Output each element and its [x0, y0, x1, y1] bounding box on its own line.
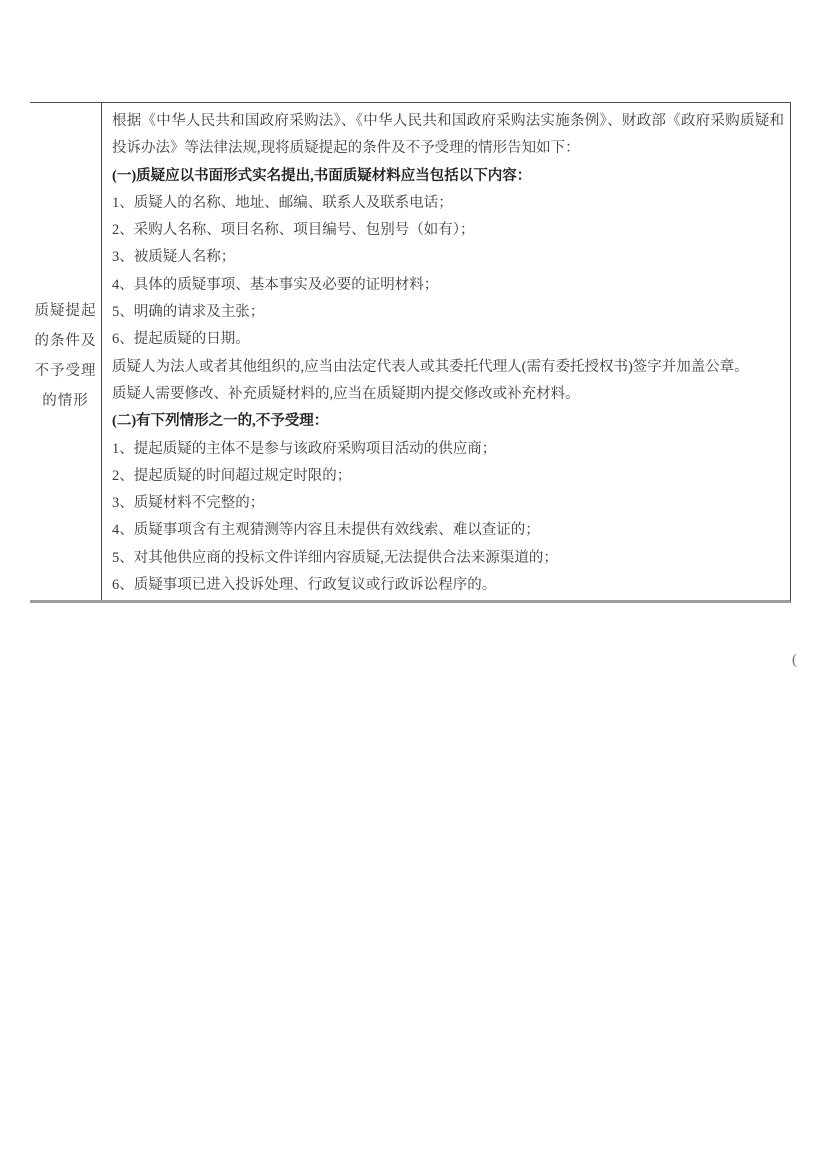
- stray-paren: (: [792, 652, 797, 668]
- row-label-cell: [30, 103, 102, 600]
- row-label-line-2: 的条件及: [34, 332, 97, 349]
- section-1-item-2: 2、采购人名称、项目名称、项目编号、包别号（如有）；: [112, 222, 475, 239]
- legal-person-signature-note: 质疑人为法人或者其他组织的,应当由法定代表人或其委托代理人(需有委托授权书)签字并加盖公章。: [112, 358, 749, 375]
- content-cell: [102, 103, 790, 600]
- supplement-materials-note: 质疑人需要修改、补充质疑材料的,应当在质疑期内提交修改或补充材料。: [112, 385, 580, 402]
- intro-paragraph: 根据《中华人民共和国政府采购法》、《中华人民共和国政府采购法实施条例》、财政部《政府采购质疑和投诉办法》等法律法规,现将质疑提起的条件及不予受理的情形告知如下：: [112, 113, 784, 157]
- section-2-item-4: 4、质疑事项含有主观猜测等内容且未提供有效线索、难以查证的；: [112, 522, 540, 539]
- section-1-heading: (一)质疑应以书面形式实名提出,书面质疑材料应当包括以下内容：: [112, 167, 532, 184]
- section-1-item-3: 3、被质疑人名称；: [112, 249, 236, 266]
- section-1-item-1: 1、质疑人的名称、地址、邮编、联系人及联系电话；: [112, 194, 453, 211]
- notice-table: [30, 102, 791, 603]
- section-2-item-5: 5、对其他供应商的投标文件详细内容质疑,无法提供合法来源渠道的；: [112, 549, 558, 566]
- row-label-line-1: 质疑提起: [34, 302, 97, 319]
- section-1-item-5: 5、明确的请求及主张；: [112, 304, 265, 321]
- row-label-line-4: 的情形: [42, 392, 89, 409]
- section-2-item-3: 3、质疑材料不完整的；: [112, 495, 265, 512]
- row-label-line-3: 不予受理: [34, 362, 97, 379]
- section-2-item-2: 2、提起质疑的时间超过规定时限的；: [112, 467, 352, 484]
- section-1-item-6: 6、提起质疑的日期。: [112, 331, 250, 348]
- section-1-item-4: 4、具体的质疑事项、基本事实及必要的证明材料；: [112, 276, 439, 293]
- section-2-item-1: 1、提起质疑的主体不是参与该政府采购项目活动的供应商；: [112, 440, 497, 457]
- section-2-heading: (二)有下列情形之一的,不予受理：: [112, 413, 329, 430]
- section-2-item-6: 6、质疑事项已进入投诉处理、行政复议或行政诉讼程序的。: [112, 577, 497, 594]
